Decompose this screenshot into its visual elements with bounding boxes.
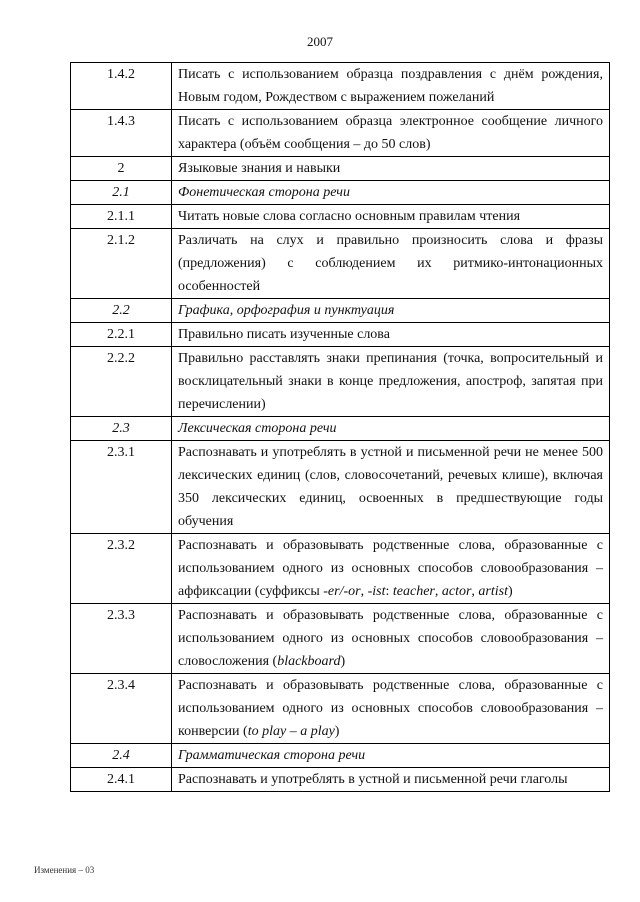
row-code: 2.3	[71, 417, 172, 441]
row-code: 2.2.1	[71, 323, 172, 347]
table-row	[71, 347, 610, 417]
row-code: 2.4	[71, 744, 172, 768]
section-row	[71, 299, 610, 323]
table-row	[71, 157, 610, 181]
row-text: Распознавать и образовывать родственные слова, образованные с использованием одного из основных способов словообразования – конверсии (to play – a play)	[172, 674, 610, 744]
row-text: Языковые знания и навыки	[172, 157, 610, 181]
table-row	[71, 768, 610, 792]
footer-revision: Изменения – 03	[34, 865, 95, 875]
page-number: 2007	[307, 34, 333, 49]
row-text: Фонетическая сторона речи	[172, 181, 610, 205]
row-text: Правильно писать изученные слова	[172, 323, 610, 347]
row-code: 2.3.2	[71, 534, 172, 604]
row-code: 1.4.2	[71, 63, 172, 110]
row-code: 2.1	[71, 181, 172, 205]
row-text: Распознавать и употреблять в устной и письменной речи глаголы	[172, 768, 610, 792]
curriculum-table	[70, 62, 610, 792]
row-code: 2.3.1	[71, 441, 172, 534]
table-row	[71, 323, 610, 347]
table-row	[71, 229, 610, 299]
row-code: 2.4.1	[71, 768, 172, 792]
row-text: Грамматическая сторона речи	[172, 744, 610, 768]
row-text: Лексическая сторона речи	[172, 417, 610, 441]
row-text: Писать с использованием образца поздравления с днём рождения, Новым годом, Рождеством с выражением пожеланий	[172, 63, 610, 110]
row-text: Читать новые слова согласно основным правилам чтения	[172, 205, 610, 229]
table-row	[71, 63, 610, 110]
row-code: 2.1.1	[71, 205, 172, 229]
section-row	[71, 744, 610, 768]
row-code: 2.3.3	[71, 604, 172, 674]
table-row	[71, 205, 610, 229]
row-code: 2.3.4	[71, 674, 172, 744]
table-row	[71, 604, 610, 674]
table-row	[71, 441, 610, 534]
row-code: 2	[71, 157, 172, 181]
row-text: Распознавать и употреблять в устной и письменной речи не менее 500 лексических единиц (слов, словосочетаний, речевых клише), включая 350 лексических единиц, освоенных в предшествующие годы обучения	[172, 441, 610, 534]
table-row	[71, 110, 610, 157]
row-code: 2.2	[71, 299, 172, 323]
row-code: 1.4.3	[71, 110, 172, 157]
section-row	[71, 417, 610, 441]
table-row	[71, 534, 610, 604]
row-text: Распознавать и образовывать родственные слова, образованные с использованием одного из основных способов словообразования – словосложения (blackboard)	[172, 604, 610, 674]
row-text: Различать на слух и правильно произносить слова и фразы (предложения) с соблюдением их ритмико-интонационных особенностей	[172, 229, 610, 299]
row-text: Графика, орфография и пунктуация	[172, 299, 610, 323]
section-row	[71, 181, 610, 205]
row-code: 2.1.2	[71, 229, 172, 299]
row-text: Правильно расставлять знаки препинания (точка, вопросительный и восклицательный знаки в конце предложения, апостроф, запятая при перечислении)	[172, 347, 610, 417]
table-body	[71, 63, 610, 792]
row-code: 2.2.2	[71, 347, 172, 417]
row-text: Распознавать и образовывать родственные слова, образованные с использованием одного из основных способов словообразования – аффиксации (суффиксы -er/-or, -ist: teacher, actor, artist)	[172, 534, 610, 604]
row-text: Писать с использованием образца электронное сообщение личного характера (объём сообщения – до 50 слов)	[172, 110, 610, 157]
table-row	[71, 674, 610, 744]
